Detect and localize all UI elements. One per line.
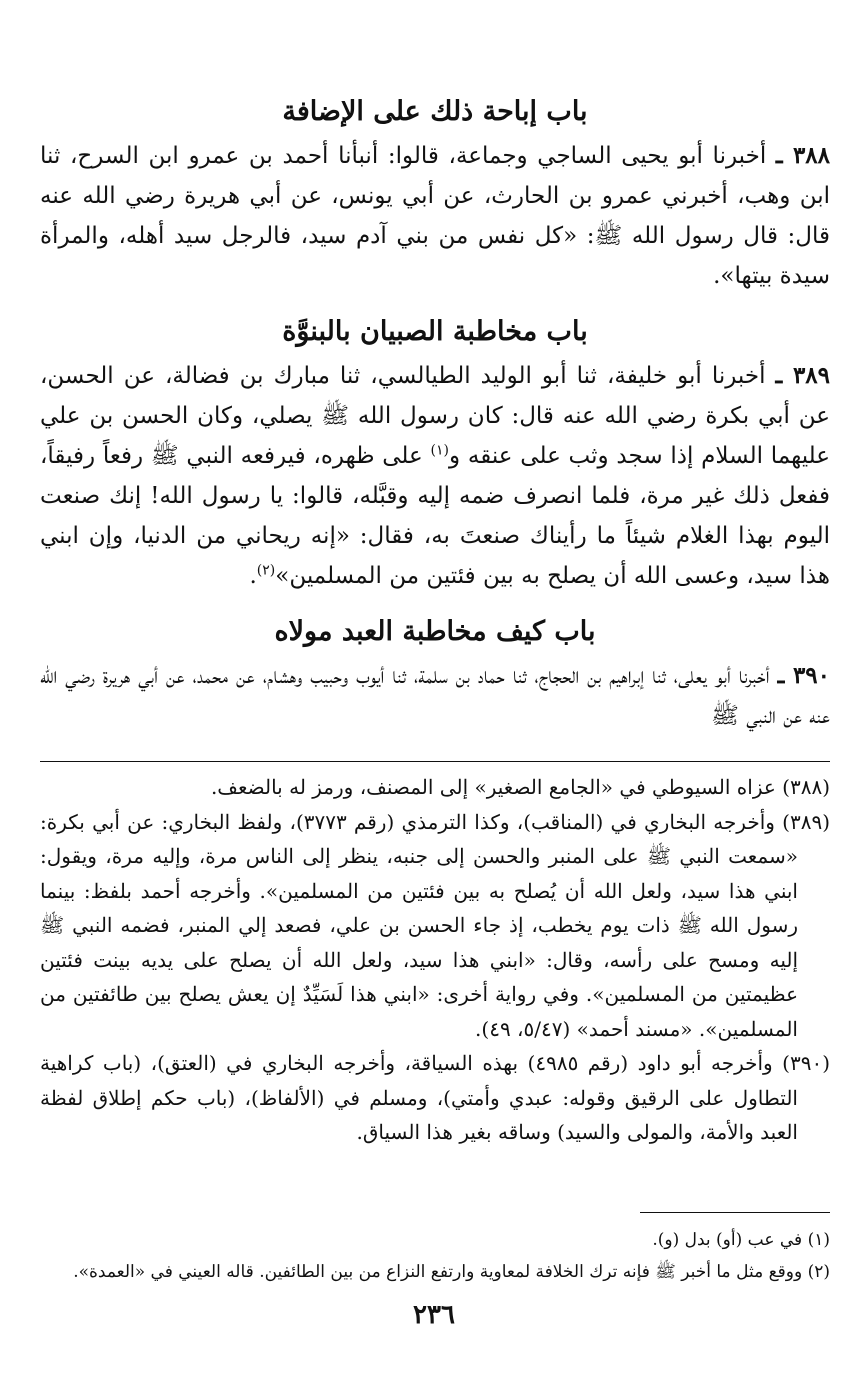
hadith-388 — [40, 136, 830, 296]
section-heading-388: باب إباحة ذلك على الإضافة — [282, 96, 588, 127]
section-heading-389: باب مخاطبة الصبيان بالبنوَّة — [282, 316, 588, 347]
note-389: (٣٨٩) وأخرجه البخاري في (المناقب)، وكذا الترمذي (رقم ٣٧٧٣)، ولفظ البخاري: عن أبي بكرة: «سمعت النبي ﷺ على المنبر والحسن إلى جنبه، ينظر إلى الناس مرة، وإليه مرة، ويقول: ابني هذا سيد، ولعل الله أن يُصلح به بين فئتين من المسلمين». وأخرجه أحمد بلفظ: بينما رسول الله ﷺ ذات يوم يخطب، إذ جاء الحسن بن علي، فصعد إلي المنبر، فضمه النبي ﷺ إليه ومسح على رأسه، وقال: «ابني هذا سيد، ولعل الله أن يصلح على يديه بينت فئتين عظيمتين من المسلمين». وفي رواية أخرى: «ابني هذا لَسَيِّدٌ إن يعش يصلح بين طائفتين من المسلمين». «مسند أحمد» (٥/٤٧، ٤٩). — [40, 809, 830, 1041]
note-390: (٣٩٠) وأخرجه أبو داود (رقم ٤٩٨٥) بهذه السياقة، وأخرجه البخاري في (العتق)، (باب كراهية التطاول على الرقيق وقوله: عبدي وأمتي)، ومسلم في (الألفاظ)، (باب حكم إطلاق لفظة العبد والأمة، والمولى والسيد) وساقه بغير هذا السياق. — [40, 1051, 831, 1144]
footnote-1: (١) في عب (أو) بدل (و). — [652, 1230, 830, 1250]
page-number: ٢٣٦ — [413, 1300, 455, 1330]
hadith-389 — [40, 356, 830, 596]
footnote-ref-2[interactable]: (٢) — [256, 562, 276, 579]
footnotes — [40, 1224, 830, 1288]
hadith-number: ٣٩٠ ـ — [777, 662, 830, 689]
footnote-ref-1[interactable]: (١) — [430, 442, 450, 459]
footnotes-divider — [640, 1212, 830, 1213]
hadith-text: أخبرنا أبو يحيى الساجي وجماعة، قالوا: أنبأنا أحمد بن عمرو ابن السرح، ثنا ابن وهب، أخبرني عمرو بن الحارث، عن أبي يونس، عن أبي هريرة رضي الله عنه قال: قال رسول الله ﷺ: «كل نفس من بني آدم سيد، فالرجل سيد أهله، والمرأة سيدة بيتها». — [40, 143, 830, 289]
hadith-text: أخبرنا أبو خليفة، ثنا أبو الوليد الطيالسي، ثنا مبارك بن فضالة، عن الحسن، عن أبي بكرة رضي الله عنه قال: كان رسول الله ﷺ يصلي، وكان الحسن بن علي عليهما السلام إذا سجد وثب على عنقه و — [40, 363, 830, 469]
hadith-text: أخبرنا أبو يعلى، ثنا إبراهيم بن الحجاج، ثنا حماد بن سلمة، ثنا أيوب وحبيب وهشام، عن محمد، عن أبي هريرة رضي الله عنه عن النبي ﷺ — [40, 663, 830, 729]
footnote-2: (٢) ووقع مثل ما أخبر ﷺ فإنه ترك الخلافة لمعاوية وارتفع النزاع من بين الطائفين. قاله العيني في «العمدة». — [73, 1262, 830, 1282]
book-page — [40, 0, 830, 1376]
hadith-text-end: . — [249, 563, 257, 589]
hadith-number: ٣٨٨ ـ — [775, 142, 830, 169]
hadith-number: ٣٨٩ ـ — [775, 362, 830, 389]
hadith-390 — [40, 656, 830, 736]
note-388: (٣٨٨) عزاه السيوطي في «الجامع الصغير» إلى المصنف، ورمز له بالضعف. — [210, 775, 830, 799]
section-heading-390: باب كيف مخاطبة العبد مولاه — [274, 616, 596, 647]
hadith-text-continued: على ظهره، فيرفعه النبي ﷺ رفعاً رفيقاً، ففعل ذلك غير مرة، فلما انصرف ضمه إليه وقبَّله، قالوا: يا رسول الله! إنك صنعت اليوم بهذا الغلام شيئاً ما رأيناك صنعتَ به، فقال: «إنه ريحاني من الدنيا، وإن ابني هذا سيد، وعسى الله أن يصلح به بين فئتين من المسلمين» — [40, 443, 830, 589]
takhrij-notes — [40, 770, 830, 1150]
notes-divider — [40, 761, 830, 762]
